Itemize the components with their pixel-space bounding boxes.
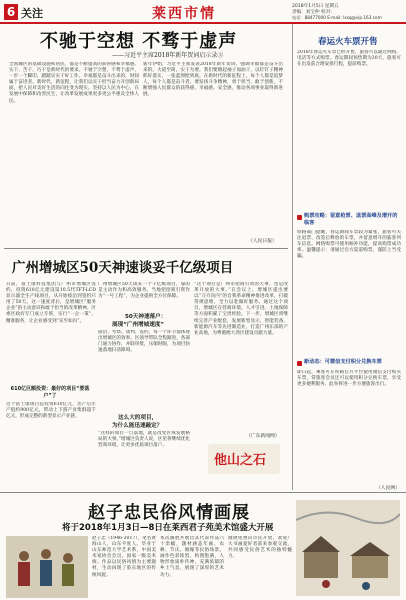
article2-subhead-2a: 50天神速落户：	[125, 314, 167, 320]
editor-line: 责编：刘宝仲 校对：	[292, 10, 335, 15]
village-painting-icon	[296, 500, 400, 596]
sidebar-title-2: 购票攻略：留意枪票、退票高峰及增开的临客	[304, 213, 398, 226]
sidebar-body-2: 铁路部门提醒，春运期间车票较为紧张，旅客可关注退票、改签后释放的车票，并留意增开的临客列车信息。网络购票可使用候补功能，提高购票成功率。温馨提示：请通过官方渠道购票，谨防上当受骗。	[297, 230, 401, 260]
article2-subheading: 610亿巨额投资：最好的项目“要落户”了	[10, 386, 90, 399]
article2-column-3: “这个项目是广州市招商引资的大事，也是改革开放的大事。”在会议上，增城区提出要以“刀刃向内”的自我革命精神推进改革，打破常规思维，全力以赴做好服务。通过这个项目，增城区在营商环境、人才引进、土地保障等方面积累了宝贵经验。下一步，增城区将继续完善产业配套，发展新型显示、智能装备、新能源汽车等先进制造业，打造广州东部的产业高地，为粤港澳大湾区建设贡献力量。	[194, 282, 288, 336]
contact-line: 电话：88477000 E-mail: lxsq@vip.163.com	[292, 15, 382, 20]
article3-title: 赵子忠民俗风情画展	[88, 503, 250, 523]
article3-column-1: 赵子忠（1946-2017），笔名黄海山人，山东平度人。毕业于山东师范大学艺术系，中国美术家协会会员，国家一级美术师。作品以民俗风情为主要题材，生动再现了胶东地区的传统风貌。	[92, 536, 156, 578]
article2-byline: （广东新闻网）	[246, 434, 280, 439]
article1-byline: （人民日报）	[248, 239, 277, 244]
article3-column-2: 本次画展共展出其代表作品六十余幅，题材涵盖年画、农耕、节庆、婚嫁等民俗场景。画作色彩浓烈，构图饱满，人物形象质朴传神，充满浓郁的乡土气息，展现了深厚的艺术功力。	[160, 536, 224, 578]
sidebar-body-1: 2018年春运火车票已经开售，旅客可以通过网络、电话等方式购票。春运期间预售期为30天，旅客可在出发前合理安排行程，提前购票。	[297, 50, 401, 68]
section-label: 关注	[21, 7, 43, 20]
sidebar-divider	[292, 24, 293, 490]
article1-right-column: 新年伊始，习近平主席发表2018年新年贺词，强调幸福都是奋斗出来的。大道至简，实干为要。我们要撸起袖子加油干，以钉钉子精神抓好落实，一张蓝图绘到底。在新时代的新征程上，每个人都是追梦人，每个人都是奋斗者。要发扬斗争精神，勇于担当，敢于创新，不断增强人民群众的获得感、幸福感、安全感，推动各项事业取得新进展。	[143, 62, 283, 98]
sidebar-title-1: 春运火车票开售	[318, 37, 378, 47]
article1-subtitle: ——习近平主席2018年新年贺词启示录③	[112, 52, 224, 59]
article2-column-2-top: 广州增城区50天谈妥一个千亿级项目，靠的是主动作为和高效服务。当地把招商引资作为“一号工程”，为企业提供全方位保障。	[98, 282, 190, 300]
article3-column-3: 画展免费向市民开放，欢迎广大书画爱好者前来参观交流，共同感受民俗艺术的独特魅力。	[228, 536, 292, 560]
article1-left-column: 全国城区的基础设施和居民，都是不断提高的获得感和幸福感。实干、苦干、巧干是新时代的要求。不驰于空想，不骛于虚声，一步一个脚印，踏踏实实干好工作。幸福都是奋斗出来的，时间属于奋进者。新时代，新征程，让我们以实干担当奋力开创新局面，把人民对美好生活的向往变为现实。坚持以人民为中心，在发展中保障和改善民生，让改革发展成果更多更公平惠及全体人民。	[9, 62, 139, 104]
header-rule	[0, 22, 406, 24]
page-number: 6	[4, 4, 18, 20]
other-mountain-logo: 他山之石	[214, 453, 267, 468]
sidebar-byline: （人民网）	[376, 486, 400, 491]
square-bullet-icon	[297, 215, 302, 220]
divider	[4, 248, 288, 249]
article2-subhead-2b: 展现“广州增城速度”	[112, 322, 165, 328]
article2-column-1: 日前，富士康科技集团与广州市增城区签约，投资610亿元建设第10.5代TFT-LCD显示器全生产线项目，从开始接洽到签约只用了50天。这一速度背后，是增城区“服务企业”的主动意识和敢于担当的改革精神。区委区政府专门成立专班，实行“一企一策”，精准服务，让企业感受到“宾至如归”。	[6, 282, 96, 324]
figures-painting-icon	[6, 536, 88, 598]
article2-column-1b: 这个富士康项目总投资610亿元，达产后年产值约900亿元，带动上下游产业集群超千亿元，形成完整的新型显示产业链。	[6, 402, 96, 420]
divider	[0, 492, 406, 493]
painting-image	[296, 500, 400, 596]
sidebar-title-3: 新动态：可微信支付积分兑换车票	[304, 359, 382, 365]
article2-column-2-body: 接洽、考察、谈判、签约，每一个环节都体现出增城区的效率。区领导带队全程跟进，各部门通力协作，并联审批，压缩时限，为项目快速落地扫清障碍。	[98, 330, 190, 354]
date-line: 2018年1月5日 星期五	[292, 4, 339, 9]
article2-title: 广州增城区50天神速谈妥千亿级项目	[12, 260, 234, 276]
painting-image	[6, 536, 88, 598]
sidebar-body-3: 即日起，乘客可在铁路官方平台使用微信支付购买车票，常旅客会员还可以使用积分兑换车票，享受更多便利服务。此举将进一步方便旅客出行。	[297, 370, 401, 388]
article2-subhead-3a: 这么大的项目，	[118, 415, 158, 421]
article2-subhead-3b: 为什么能迅速敲定？	[112, 423, 163, 429]
article1-title: 不驰于空想 不骛于虚声	[40, 31, 238, 52]
logo-badge	[208, 444, 280, 474]
article2-column-2-tail: “这样的项目一旦落地，就是改变区域发展格局的大事。”增城区负责人说，区里将继续优化营商环境，让更多优质项目落户。	[98, 431, 190, 449]
masthead-brand: 莱西市情	[152, 6, 216, 22]
article3-subtitle: 将于2018年1月3日—8日在莱西君子苑美术馆盛大开展	[62, 523, 274, 533]
square-bullet-icon	[297, 361, 302, 366]
